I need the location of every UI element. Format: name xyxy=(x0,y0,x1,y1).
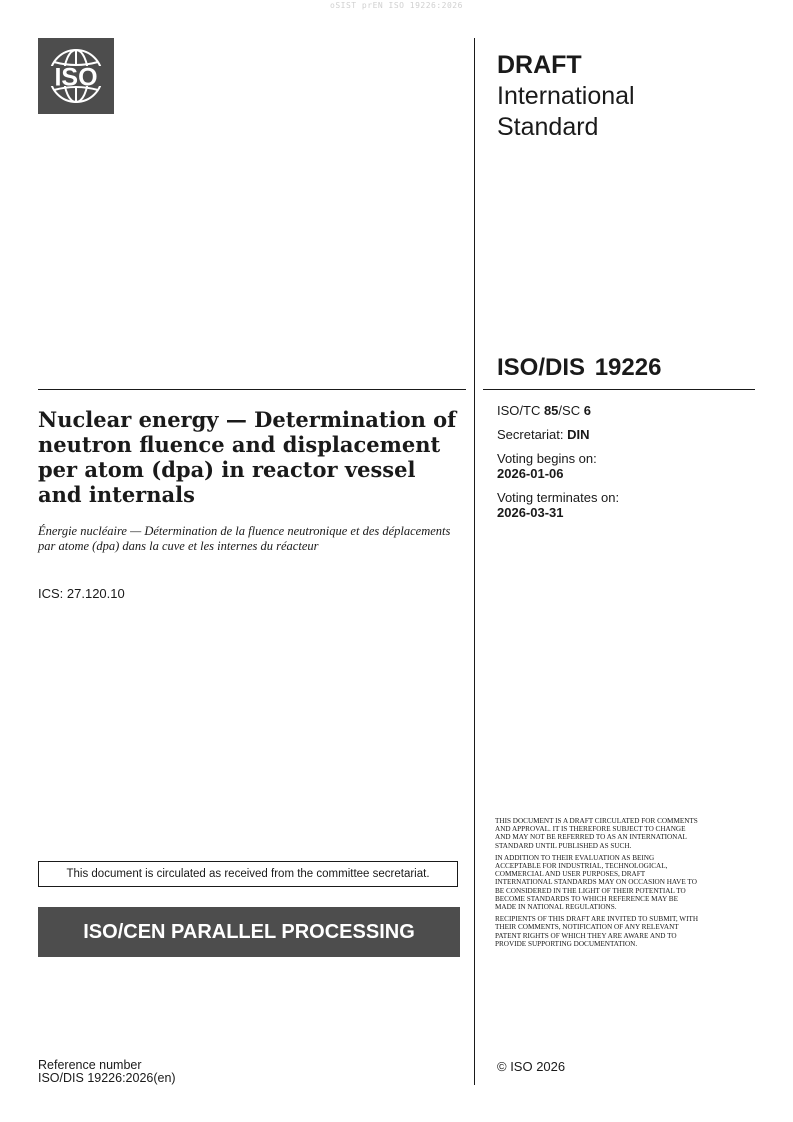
notice-paragraph: RECIPIENTS OF THIS DRAFT ARE INVITED TO SUBMIT, WITH THEIR COMMENTS, NOTIFICATION OF ANY RELEVANT PATENT RIGHTS OF WHICH THEY ARE AWARE AND TO PROVIDE SUPPORTING DOCUMENTATION. xyxy=(495,915,699,948)
draft-heading xyxy=(497,50,767,143)
tc-number: 85 xyxy=(543,403,559,418)
notice-paragraph: THIS DOCUMENT IS A DRAFT CIRCULATED FOR COMMENTS AND APPROVAL. IT IS THEREFORE SUBJECT TO CHANGE AND MAY NOT BE REFERRED TO AS AN INTERNATIONAL STANDARD UNTIL PUBLISHED AS SUCH. xyxy=(495,817,698,850)
iso-logo xyxy=(38,38,114,114)
reference-label: Reference number xyxy=(38,1058,142,1072)
reference-number xyxy=(38,1059,176,1085)
draft-label: DRAFT xyxy=(497,51,582,79)
iso-globe-logo-icon xyxy=(38,38,114,114)
circulation-note: This document is circulated as received from the committee secretariat. xyxy=(38,861,458,887)
standard-label: Standard xyxy=(497,113,599,141)
voting-terminates-date: 2026-03-31 xyxy=(497,505,564,520)
title-divider-left xyxy=(38,389,466,390)
copyright-notice: © ISO 2026 xyxy=(497,1059,566,1074)
document-title: Nuclear energy — Determination of neutron fluence and displacement per atom (dpa) in reactor vessel and internals xyxy=(38,407,457,507)
document-identifier: ISO/DIS 19226 xyxy=(497,354,662,381)
tc-prefix: ISO/TC xyxy=(497,403,544,418)
secretariat-value: DIN xyxy=(567,427,590,442)
voting-begins-label: Voting begins on: xyxy=(497,451,597,466)
voting-terminates-label: Voting terminates on: xyxy=(497,490,620,505)
document-metadata xyxy=(497,403,757,529)
watermark-text: oSIST prEN ISO 19226:2026 xyxy=(330,1,463,10)
secretariat-label: Secretariat: xyxy=(497,427,568,442)
vertical-divider xyxy=(474,38,475,1085)
committee-row xyxy=(497,403,757,418)
voting-terminates-row xyxy=(497,490,757,520)
document-title-french: Énergie nucléaire — Détermination de la fluence neutronique et des déplacements par atome (dpa) dans la cuve et les internes du réacteur xyxy=(38,524,451,553)
ics-code: ICS: 27.120.10 xyxy=(38,586,125,601)
voting-begins-row xyxy=(497,451,757,481)
sc-prefix: /SC xyxy=(558,403,584,418)
secretariat-row xyxy=(497,427,757,442)
parallel-processing-banner: ISO/CEN PARALLEL PROCESSING xyxy=(38,907,460,957)
sc-number: 6 xyxy=(583,403,591,418)
voting-begins-date: 2026-01-06 xyxy=(497,466,564,481)
reference-value: ISO/DIS 19226:2026(en) xyxy=(38,1071,176,1085)
iso-logo-text: ISO xyxy=(54,63,98,92)
draft-notice xyxy=(495,817,700,952)
title-divider-right xyxy=(483,389,755,390)
notice-paragraph: IN ADDITION TO THEIR EVALUATION AS BEING ACCEPTABLE FOR INDUSTRIAL, TECHNOLOGICAL, COMMERCIAL AND USER PURPOSES, DRAFT INTERNATIONAL STANDARDS MAY ON OCCASION HAVE TO BE CONSIDERED IN THE LIGHT OF THEIR POTENTIAL TO BECOME STANDARDS TO WHICH REFERENCE MAY BE MADE IN NATIONAL REGULATIONS. xyxy=(495,853,697,912)
international-label: International xyxy=(497,82,635,110)
